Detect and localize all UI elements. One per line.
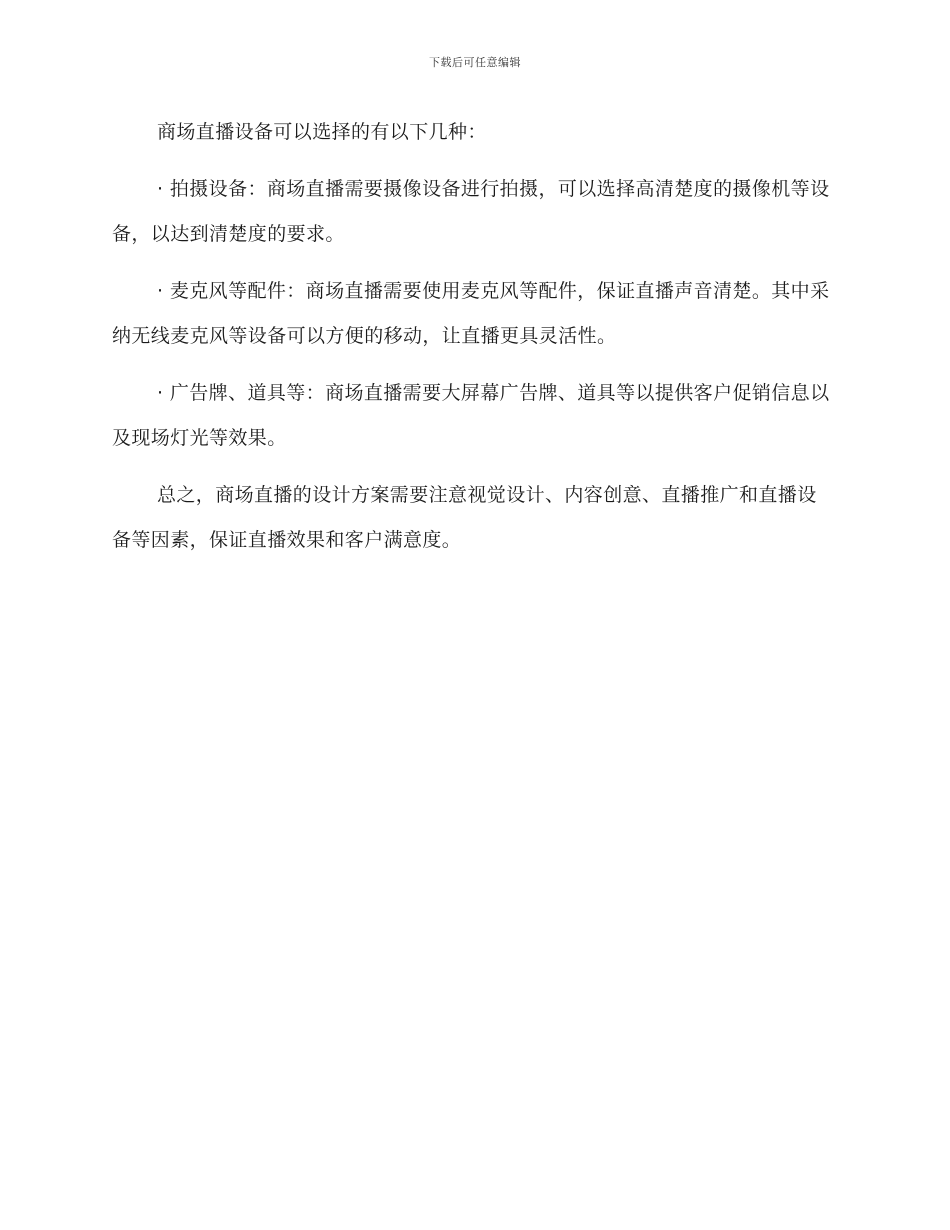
bullet-microphone-accessories: · 麦克风等配件：商场直播需要使用麦克风等配件，保证直播声音清楚。其中采纳无线麦克风等设备可以方便的移动，让直播更具灵活性。 — [112, 280, 830, 347]
document-body — [112, 110, 832, 575]
intro-paragraph: 商场直播设备可以选择的有以下几种： — [157, 121, 487, 143]
summary-paragraph: 总之，商场直播的设计方案需要注意视觉设计、内容创意、直播推广和直播设备等因素，保证直播效果和客户满意度。 — [112, 484, 817, 551]
bullet-billboards-props: · 广告牌、道具等：商场直播需要大屏幕广告牌、道具等以提供客户促销信息以及现场灯光等效果。 — [112, 382, 830, 449]
page-header: 下载后可任意编辑 — [429, 56, 521, 69]
bullet-camera-equipment: · 拍摄设备：商场直播需要摄像设备进行拍摄，可以选择高清楚度的摄像机等设备，以达到清楚度的要求。 — [112, 178, 830, 245]
